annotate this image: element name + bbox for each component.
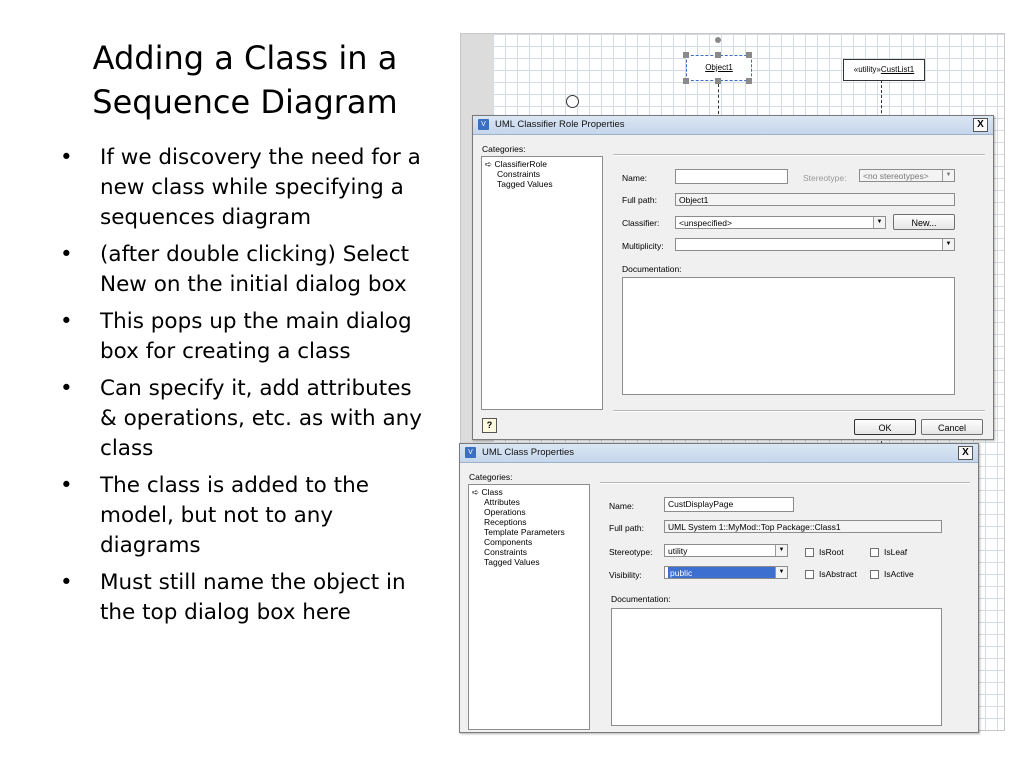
custlist1-label: CustList1 [880,65,915,74]
bullet-item: • The class is added to the model, but not to any diagrams [60,471,435,561]
chevron-down-icon: ▼ [873,217,885,228]
selection-handle[interactable] [746,78,752,84]
classifier-select[interactable] [675,216,886,229]
category-item-receptions[interactable]: Receptions [484,517,527,527]
actor-head-icon[interactable] [566,95,579,108]
object1-lifeline-line [718,84,719,114]
visibility-label: Visibility: [609,570,642,580]
bullet-list [60,143,435,635]
category-item-operations[interactable]: Operations [484,507,526,517]
stereotype-value: <no stereotypes> [863,171,929,181]
isactive-label: IsActive [884,569,914,579]
new-classifier-button[interactable]: New... [893,214,955,230]
category-item-attributes[interactable]: Attributes [484,497,520,507]
categories-label: Categories: [482,144,526,154]
visio-app-icon: V [465,447,476,458]
isabstract-checkbox[interactable] [805,570,814,579]
stereotype-value: utility [668,546,688,556]
bullet-item: • (after double clicking) Select New on the initial dialog box [60,240,435,300]
selection-handle[interactable] [715,52,721,58]
slide-title: Adding a Class in a Sequence Diagram [92,39,398,121]
help-icon[interactable]: ? [482,418,497,433]
bullet-item: • Can specify it, add attributes & operations, etc. as with any class [60,374,435,464]
category-item-constraints[interactable]: Constraints [497,169,540,179]
custlist1-stereotype: «utility» [853,65,881,74]
documentation-label: Documentation: [622,264,682,274]
rotation-handle[interactable] [715,37,721,43]
visio-app-icon: V [478,119,489,130]
category-item-classifierrole[interactable]: ➪ ClassifierRole [485,159,547,169]
object1-label: Object1 [705,63,733,72]
bullet-item: • Must still name the object in the top dialog box here [60,568,435,628]
documentation-textarea[interactable] [611,608,942,726]
name-input[interactable]: CustDisplayPage [664,497,794,512]
categories-label: Categories: [469,472,513,482]
stereotype-select[interactable] [664,544,788,557]
close-button[interactable]: X [958,446,973,460]
class-properties-titlebar[interactable] [460,444,978,463]
class-properties-dialog [459,443,979,733]
chevron-down-icon: ▼ [775,545,787,556]
cancel-button[interactable]: Cancel [921,419,983,435]
isroot-label: IsRoot [819,547,844,557]
multiplicity-select[interactable] [675,238,955,251]
visibility-select[interactable] [664,566,788,579]
category-item-constraints[interactable]: Constraints [484,547,527,557]
category-item-tagged-values[interactable]: Tagged Values [497,179,553,189]
name-input[interactable] [675,169,788,184]
fullpath-field: Object1 [675,193,955,206]
fullpath-label: Full path: [622,195,657,205]
bullet-item: • This pops up the main dialog box for creating a class [60,307,435,367]
chevron-down-icon: ▼ [775,567,787,578]
arrow-right-icon: ➪ [485,159,495,169]
categories-list[interactable] [468,484,590,730]
selection-handle[interactable] [683,52,689,58]
custlist1-lifeline-head[interactable] [843,59,925,81]
documentation-textarea[interactable] [622,277,955,395]
class-properties-title: UML Class Properties [482,447,575,458]
stereotype-select [859,169,955,182]
isabstract-label: IsAbstract [819,569,857,579]
arrow-right-icon: ➪ [472,487,482,497]
separator [600,482,970,484]
chevron-down-icon: ▼ [942,170,954,181]
name-label: Name: [609,501,635,511]
stereotype-label: Stereotype: [609,547,653,557]
separator [613,154,985,156]
classifier-label: Classifier: [622,218,660,228]
bullet-item: • If we discovery the need for a new class while specifying a sequences diagram [60,143,435,233]
name-label: Name: [622,173,648,183]
selection-handle[interactable] [746,52,752,58]
multiplicity-label: Multiplicity: [622,241,664,251]
categories-list[interactable] [481,156,603,410]
category-item-components[interactable]: Components [484,537,533,547]
classifier-value: <unspecified> [679,218,732,228]
documentation-label: Documentation: [611,594,671,604]
fullpath-label: Full path: [609,523,644,533]
close-button[interactable]: X [973,118,988,132]
chevron-down-icon: ▼ [942,239,954,250]
classifier-role-titlebar[interactable] [473,116,993,135]
stereotype-label: Stereotype: [803,173,847,183]
category-item-class[interactable]: ➪ Class [472,487,503,497]
selection-handle[interactable] [683,78,689,84]
fullpath-field: UML System 1::MyMod::Top Package::Class1 [664,520,942,533]
ok-button[interactable]: OK [854,419,916,435]
category-item-tagged-values[interactable]: Tagged Values [484,557,540,567]
classifier-role-title: UML Classifier Role Properties [495,119,625,130]
separator [613,410,985,412]
isleaf-label: IsLeaf [884,547,908,557]
isroot-checkbox[interactable] [805,548,814,557]
isleaf-checkbox[interactable] [870,548,879,557]
classifier-role-dialog [472,115,994,440]
visibility-value: public [668,567,775,579]
category-item-template-parameters[interactable]: Template Parameters [484,527,565,537]
isactive-checkbox[interactable] [870,570,879,579]
